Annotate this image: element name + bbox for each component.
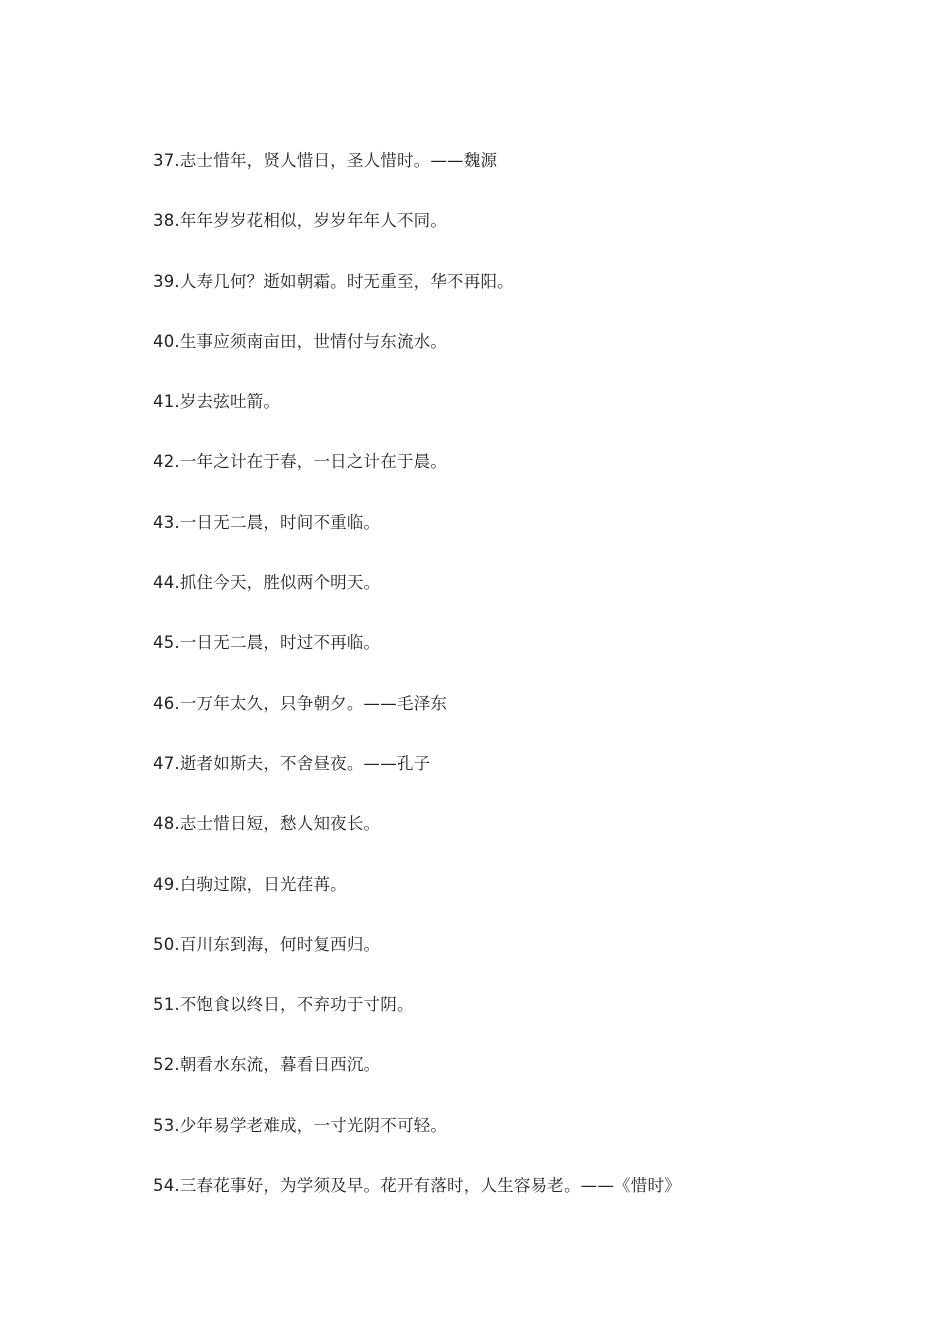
quote-item: 37.志士惜年，贤人惜日，圣人惜时。——魏源 xyxy=(153,151,498,170)
quote-item: 47.逝者如斯夫，不舍昼夜。——孔子 xyxy=(153,753,431,773)
quote-item: 54.三春花事好，为学须及早。花开有落时，人生容易老。——《惜时》 xyxy=(153,1176,681,1196)
quote-item: 43.一日无二晨，时间不重临。 xyxy=(153,512,381,532)
quote-item: 51.不饱食以终日，不弃功于寸阴。 xyxy=(153,995,414,1015)
quote-item: 40.生事应须南亩田，世情付与东流水。 xyxy=(153,331,448,351)
quote-item: 52.朝看水东流，暮看日西沉。 xyxy=(153,1055,381,1075)
quote-item: 42.一年之计在于春，一日之计在于晨。 xyxy=(153,452,448,472)
quote-item: 49.白驹过隙，日光荏苒。 xyxy=(153,874,347,894)
quote-item: 41.岁去弦吐箭。 xyxy=(153,392,281,412)
quote-item: 38.年年岁岁花相似，岁岁年年人不同。 xyxy=(153,211,448,231)
quote-item: 53.少年易学老难成，一寸光阴不可轻。 xyxy=(153,1115,448,1135)
quote-item: 50.百川东到海，何时复西归。 xyxy=(153,934,381,954)
quote-item: 46.一万年太久，只争朝夕。——毛泽东 xyxy=(153,693,448,713)
quote-item: 45.一日无二晨，时过不再临。 xyxy=(153,633,381,653)
quote-item: 48.志士惜日短，愁人知夜长。 xyxy=(153,814,381,834)
quote-item: 39.人寿几何？逝如朝霜。时无重至，华不再阳。 xyxy=(153,271,514,291)
quote-item: 44.抓住今天，胜似两个明天。 xyxy=(153,573,381,593)
quote-list xyxy=(153,146,873,1231)
